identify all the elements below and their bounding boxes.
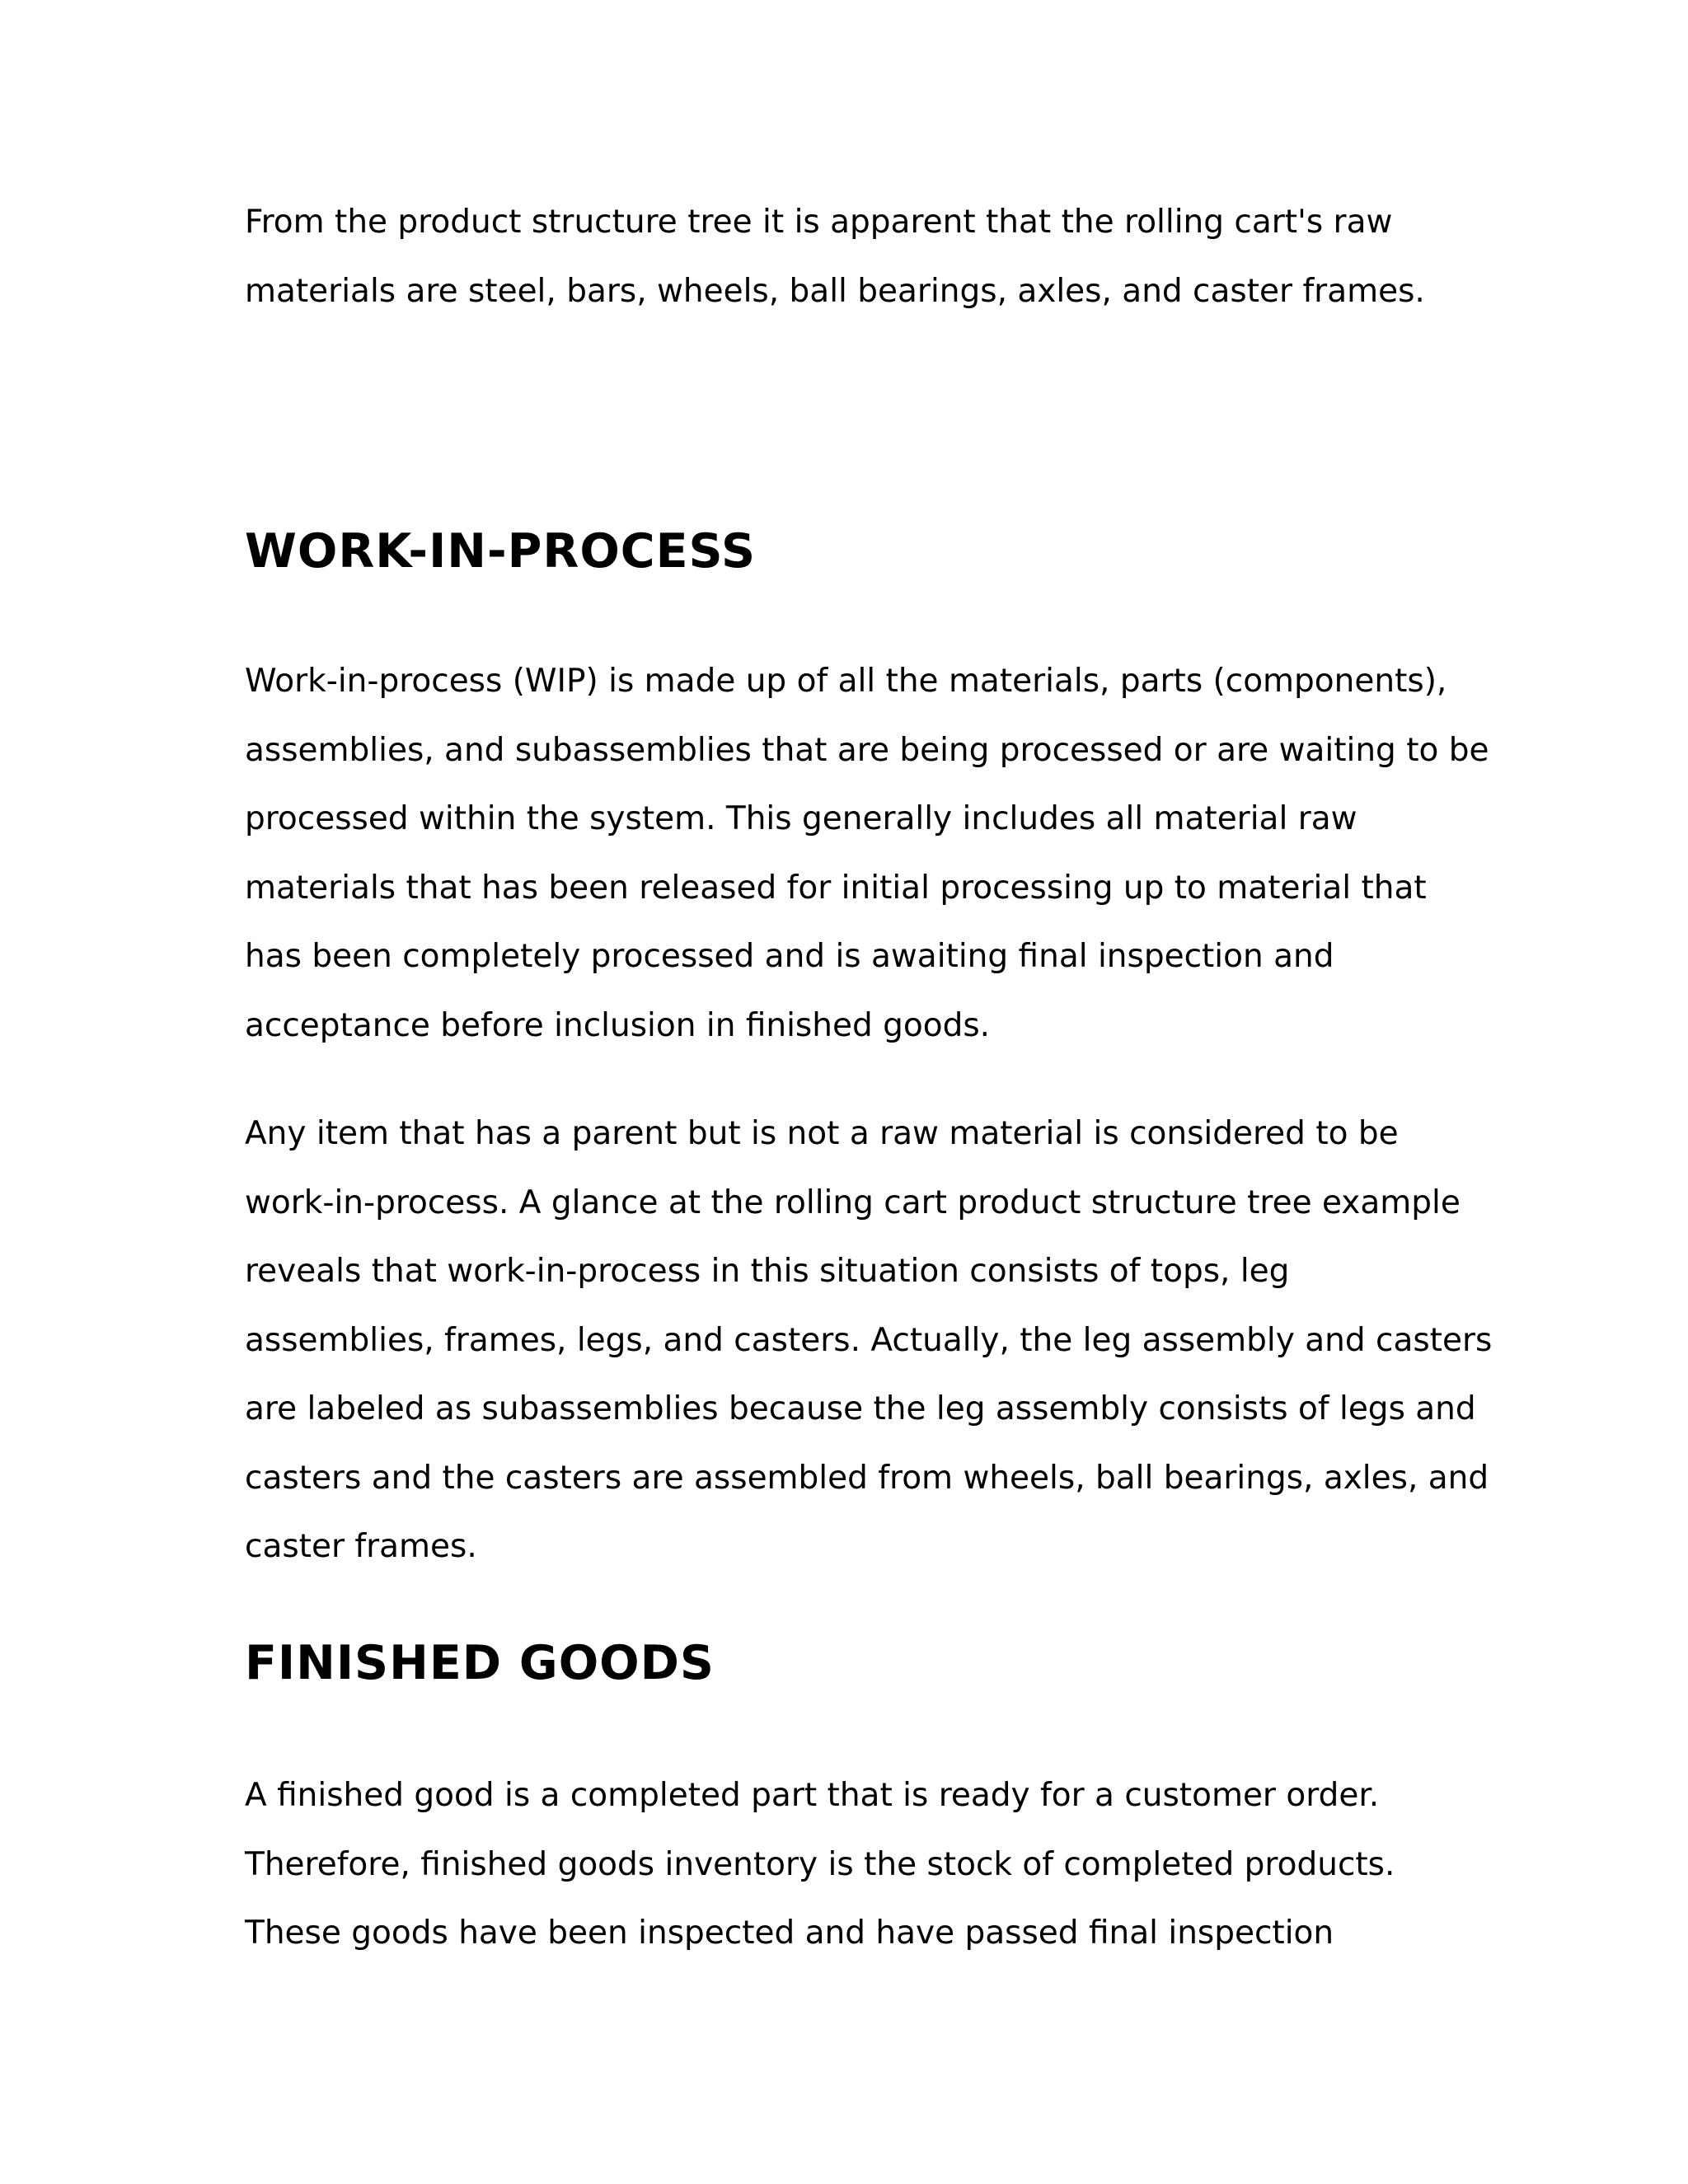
- section-heading-work-in-process: WORK-IN-PROCESS: [245, 524, 757, 579]
- text-line: reveals that work-in-process in this situation consists of tops, leg: [245, 1253, 1290, 1290]
- text-line: are labeled as subassemblies because the leg assembly consists of legs and: [245, 1390, 1476, 1427]
- section-heading-finished-goods: FINISHED GOODS: [245, 1636, 715, 1690]
- text-line: casters and the casters are assembled from wheels, ball bearings, axles, and: [245, 1459, 1489, 1497]
- text-line: work-in-process. A glance at the rolling cart product structure tree example: [245, 1183, 1461, 1221]
- text-line: From the product structure tree it is apparent that the rolling cart's raw: [245, 204, 1393, 241]
- text-line: assemblies, frames, legs, and casters. Actually, the leg assembly and casters: [245, 1321, 1493, 1359]
- text-line: Any item that has a parent but is not a raw material is considered to be: [245, 1115, 1399, 1152]
- text-line: Work-in-process (WIP) is made up of all the materials, parts (components),: [245, 663, 1447, 700]
- finished-goods-paragraph: [245, 1761, 1395, 1968]
- wip-paragraph-1: [245, 647, 1489, 1060]
- intro-paragraph: [245, 188, 1425, 326]
- text-line: has been completely processed and is awaiting final inspection and: [245, 938, 1334, 975]
- text-line: assemblies, and subassemblies that are being processed or are waiting to be: [245, 731, 1489, 769]
- text-line: processed within the system. This generally includes all material raw: [245, 800, 1357, 837]
- wip-paragraph-2: [245, 1099, 1492, 1582]
- text-line: caster frames.: [245, 1528, 477, 1565]
- text-line: materials are steel, bars, wheels, ball bearings, axles, and caster frames.: [245, 272, 1425, 310]
- text-line: A finished good is a completed part that is ready for a customer order.: [245, 1777, 1380, 1814]
- text-line: acceptance before inclusion in finished goods.: [245, 1006, 991, 1044]
- text-line: materials that has been released for initial processing up to material that: [245, 869, 1427, 907]
- text-line: These goods have been inspected and have passed final inspection: [245, 1915, 1334, 1952]
- text-line: Therefore, finished goods inventory is the stock of completed products.: [245, 1845, 1395, 1883]
